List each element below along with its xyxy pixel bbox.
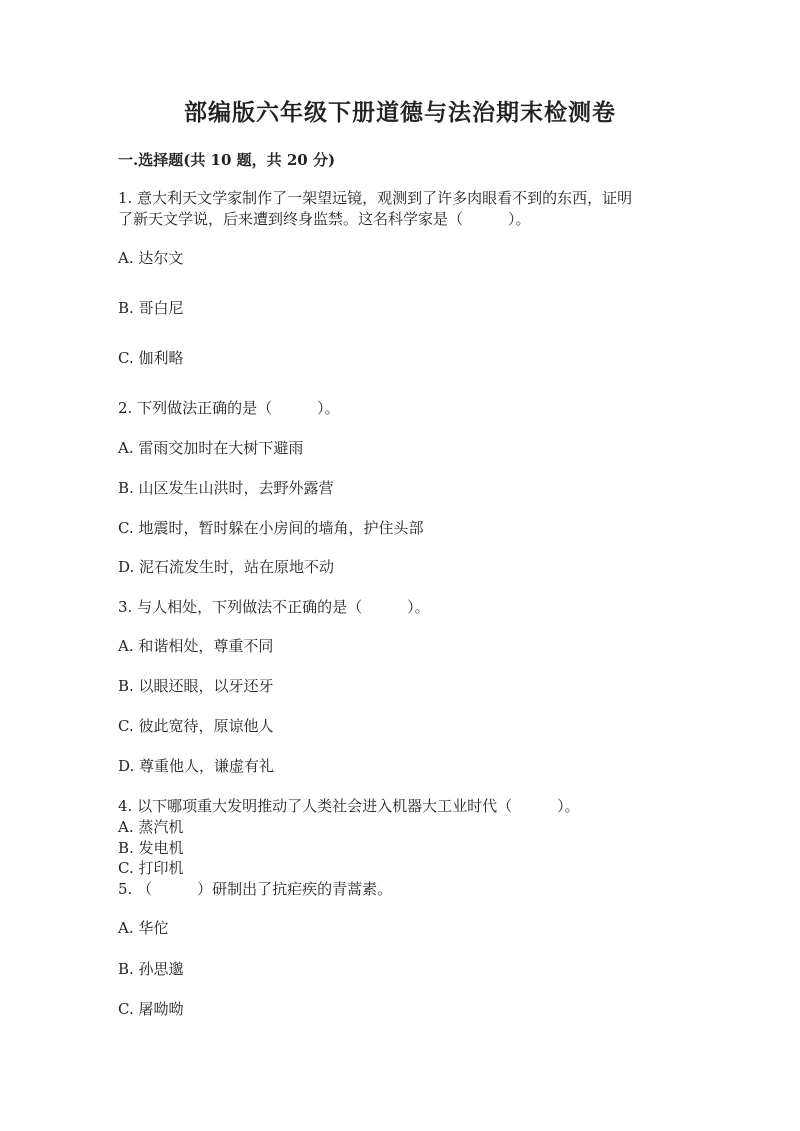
answer-option: A. 雷雨交加时在大树下避雨 [118,439,304,457]
answer-option: B. 哥白尼 [118,299,184,317]
question-stem: 了新天文学说，后来遭到终身监禁。这名科学家是（ ）。 [118,210,531,228]
answer-option: B. 孙思邈 [118,960,184,978]
answer-option: C. 打印机 [118,859,184,877]
answer-option: C. 屠呦呦 [118,1000,184,1018]
question-stem: 5. （ ）研制出了抗疟疾的青蒿素。 [118,880,393,898]
answer-option: C. 地震时，暂时躲在小房间的墙角，护住头部 [118,519,424,537]
answer-option: A. 蒸汽机 [118,818,184,836]
answer-option: B. 山区发生山洪时，去野外露营 [118,479,334,497]
page-title: 部编版六年级下册道德与法治期末检测卷 [184,99,616,126]
answer-option: A. 华佗 [118,919,169,937]
question-stem: 2. 下列做法正确的是（ ）。 [118,399,340,417]
answer-option: B. 以眼还眼，以牙还牙 [118,677,274,695]
answer-option: A. 达尔文 [118,249,184,267]
answer-option: C. 伽利略 [118,349,184,367]
question-stem: 1. 意大利天文学家制作了一架望远镜，观测到了许多肉眼看不到的东西，证明 [118,189,633,207]
section-heading: 一.选择题(共 10 题，共 20 分) [118,151,336,169]
question-stem: 3. 与人相处，下列做法不正确的是（ ）。 [118,598,430,616]
answer-option: C. 彼此宽待，原谅他人 [118,717,274,735]
question-stem: 4. 以下哪项重大发明推动了人类社会进入机器大工业时代（ ）。 [118,797,580,815]
answer-option: A. 和谐相处，尊重不同 [118,637,274,655]
answer-option: D. 泥石流发生时，站在原地不动 [118,558,335,576]
answer-option: B. 发电机 [118,839,184,857]
answer-option: D. 尊重他人，谦虚有礼 [118,757,275,775]
